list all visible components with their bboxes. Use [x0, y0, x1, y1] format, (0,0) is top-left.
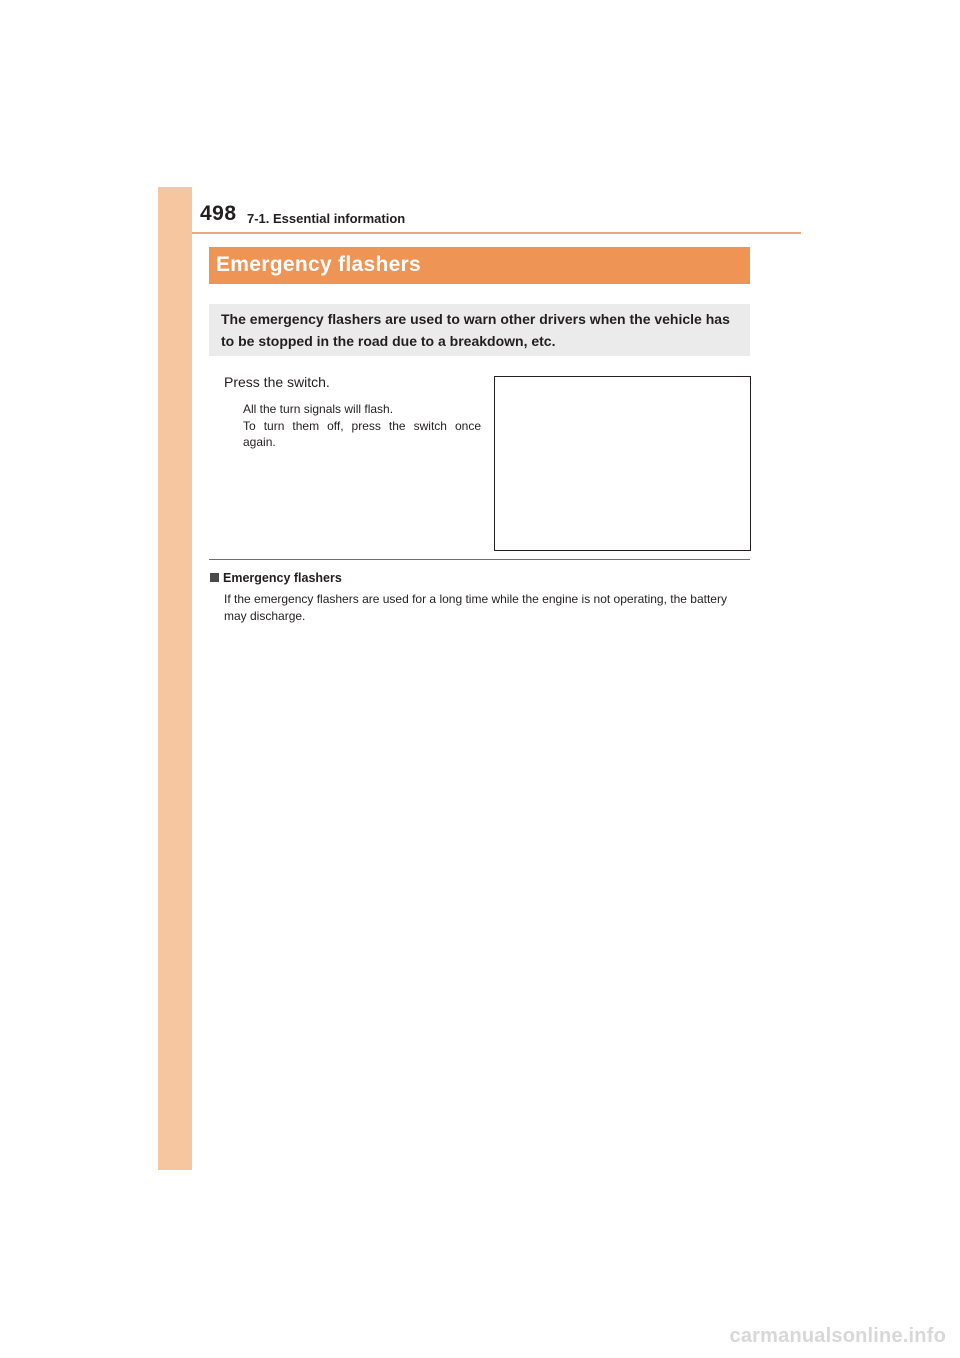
content-divider: [209, 559, 750, 560]
intro-box: [209, 304, 750, 356]
watermark: carmanualsonline.info: [729, 1325, 946, 1347]
header-divider: [192, 232, 801, 234]
intro-text: The emergency flashers are used to warn other drivers when the vehicle has to be stopped in the road due to a breakdown, etc.: [221, 311, 730, 349]
step-detail-line: To turn them off, press the switch once again.: [243, 418, 481, 449]
note-heading-text: Emergency flashers: [223, 571, 342, 585]
page-number: 498: [200, 202, 237, 225]
step-instruction: Press the switch.: [224, 374, 330, 390]
step-detail-line: All the turn signals will flash.: [243, 402, 394, 416]
step-details: [243, 401, 481, 451]
page-title: Emergency flashers: [216, 253, 422, 276]
chapter-side-tab: [158, 187, 192, 1170]
section-title: 7-1. Essential information: [247, 211, 406, 226]
switch-illustration-frame: [494, 376, 751, 551]
title-banner: [209, 247, 750, 284]
note-heading: [210, 571, 342, 585]
square-bullet-icon: [210, 573, 219, 582]
note-body: If the emergency flashers are used for a long time while the engine is not operating, the battery may discharge.: [224, 592, 727, 623]
